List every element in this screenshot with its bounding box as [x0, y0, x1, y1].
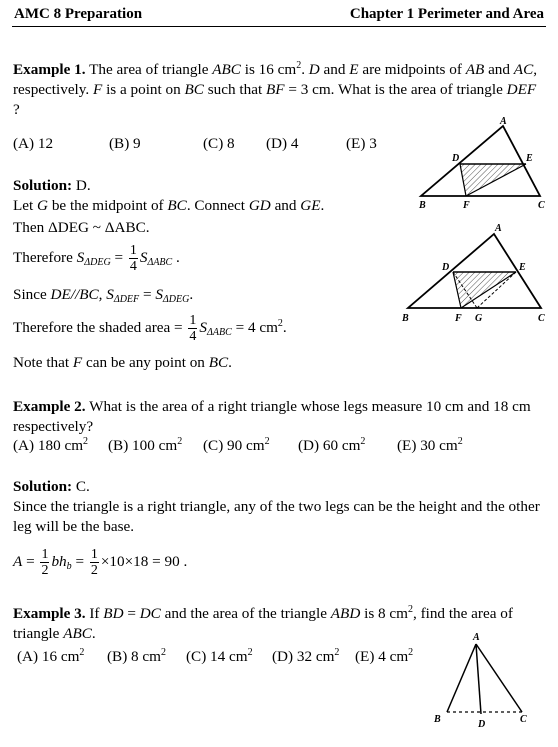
fig1-label-d: D: [452, 153, 460, 164]
fig3-segment-ac: [476, 644, 522, 712]
e1-l5b: = 4 cm: [235, 318, 278, 336]
e3-choice-b-text: (B) 8 cm: [107, 648, 161, 665]
e2-choice-c-text: (C) 90 cm: [203, 437, 265, 454]
e2-f-den2: 2: [90, 563, 98, 578]
fig1-label-a: A: [500, 116, 507, 127]
e1-l1c: . Connect: [186, 197, 246, 214]
e1-choice-b: (B) 9: [109, 135, 141, 152]
e2-choice-c-sup: 2: [264, 436, 270, 447]
e3-abd: ABD: [330, 605, 361, 622]
e1-l1ge: GE: [300, 197, 321, 214]
e1-l3a: Therefore: [13, 248, 73, 266]
e1-l3s2: S: [139, 248, 148, 266]
fig3-label-d: D: [478, 719, 486, 730]
e1-q2: is 16 cm: [244, 61, 297, 78]
e1-l6a: Note that: [13, 354, 70, 371]
e3-q4: is 8 cm: [364, 605, 408, 622]
e1-l3sub2: ΔABC: [147, 256, 173, 268]
e3-dc: DC: [139, 605, 161, 622]
example3-question: [13, 604, 545, 644]
e3-choice-a: [17, 648, 84, 666]
e1-l5-fraction: [188, 313, 197, 344]
e1-q9: = 3 cm. What is the area of triangle: [288, 81, 503, 98]
e1-l4sub1: ΔDEF: [113, 294, 140, 305]
e1-l5end: .: [282, 318, 287, 336]
e3-choice-d: [272, 648, 339, 666]
e1-l4b: DE//BC,: [50, 286, 103, 303]
e2-choice-d-text: (D) 60 cm: [298, 437, 361, 454]
header-right-title: Chapter 1 Perimeter and Area: [349, 6, 544, 22]
e1-sol-line3: [13, 243, 180, 274]
e1-l3num: 1: [129, 243, 137, 258]
e1-l4s2: S: [155, 286, 163, 303]
e1-l1d: and: [274, 197, 297, 214]
e1-l3sub1: ΔDEG: [84, 256, 111, 268]
e1-l5s: S: [199, 318, 208, 336]
fig2-label-d: D: [442, 262, 450, 273]
e1-l1b: be the midpoint of: [51, 197, 164, 214]
e2-choice-a: [13, 437, 88, 455]
e3-q6: .: [91, 625, 96, 642]
e2-choice-b: [108, 437, 182, 455]
e2-choice-e-text: (E) 30 cm: [397, 437, 458, 454]
e1-l6f: F: [72, 354, 83, 371]
e2-sol-answer: C.: [75, 478, 90, 495]
fig3-segment-ab: [447, 644, 476, 712]
example2-question-text: What is the area of a right triangle whose legs measure 10 cm and 18 cm respectively?: [13, 398, 531, 435]
e2-f-num2: 1: [90, 547, 98, 562]
e3-q5: , find the area of triangle: [13, 605, 513, 642]
e1-choice-d: (D) 4: [266, 135, 299, 152]
e1-l1e: .: [320, 197, 325, 214]
e2-choice-e: [397, 437, 463, 455]
e1-l6bc: BC: [208, 354, 229, 371]
e3-choice-c: [186, 648, 253, 666]
e2-f-num1: 1: [41, 547, 49, 562]
e1-l1a: Let: [13, 197, 34, 214]
e3-choice-b-sup: 2: [161, 647, 166, 658]
e2-formula: [13, 547, 187, 578]
e1-ac: AC: [513, 61, 534, 78]
e2-choice-e-sup: 2: [457, 436, 463, 447]
e1-q8: such that: [207, 81, 263, 98]
e1-l3end: .: [176, 248, 180, 266]
e1-q3: .: [301, 61, 305, 78]
e1-and: and: [323, 61, 346, 78]
fig2-label-a: A: [495, 223, 502, 234]
e2-f-sub: b: [66, 560, 72, 572]
fig2-shaded-triangle: [453, 272, 516, 308]
e1-bc: BC: [184, 81, 204, 98]
e1-l3-fraction: [129, 243, 138, 274]
header-left-title: AMC 8 Preparation: [14, 6, 143, 22]
e1-sol-line4: [13, 285, 193, 305]
e1-l3s: S: [76, 248, 85, 266]
e1-d: D: [308, 61, 320, 78]
fig2-label-e: E: [519, 262, 526, 273]
e3-choice-d-text: (D) 32 cm: [272, 648, 335, 665]
e1-f: F: [92, 81, 103, 98]
e2-choice-a-sup: 2: [83, 436, 89, 447]
e3-choice-c-sup: 2: [247, 647, 253, 658]
e1-sol-line2: Then ΔDEG ~ ΔABC.: [13, 219, 150, 236]
e1-def: DEF: [506, 81, 537, 98]
e1-l5sub: ΔABC: [207, 326, 232, 338]
e3-choice-d-sup: 2: [334, 647, 340, 658]
e1-abc: ABC: [212, 61, 241, 78]
e2-f-den1: 2: [41, 563, 49, 578]
e2-f-eq1: =: [26, 552, 35, 570]
e2-f-frac1: [40, 547, 49, 578]
e1-choice-c: (C) 8: [203, 135, 235, 152]
e3-sup: 2: [407, 604, 413, 615]
e1-q4: are midpoints of: [362, 61, 462, 78]
e1-l4eq: =: [142, 286, 152, 303]
e1-l4a: Since: [13, 286, 47, 303]
e3-q1: If: [89, 605, 100, 622]
e1-q1: The area of triangle: [89, 61, 209, 78]
e1-l5den: 4: [189, 329, 197, 344]
e2-explanation: Since the triangle is a right triangle, any of the two legs can be the height and the other leg will be the base.: [13, 498, 540, 535]
e1-e: E: [349, 61, 359, 78]
e1-q10: ?: [13, 101, 20, 118]
e1-l1gd: GD: [248, 197, 271, 214]
e1-l1bc: BC: [167, 197, 187, 214]
e2-f-frac2: [90, 547, 99, 578]
e2-choice-d-sup: 2: [360, 436, 366, 447]
e3-bd: BD: [103, 605, 124, 622]
fig3-label-b: B: [434, 714, 441, 725]
e1-q7: is a point on: [106, 81, 181, 98]
e1-l5num: 1: [189, 313, 197, 328]
e1-sup: 2: [296, 60, 302, 71]
e1-sol-line5: [13, 313, 287, 344]
e1-choice-e: (E) 3: [346, 135, 377, 152]
example3-label: Example 3.: [13, 605, 86, 622]
e2-choice-c: [203, 437, 270, 455]
fig1-label-b: B: [419, 200, 426, 211]
fig2-label-g: G: [475, 313, 483, 324]
e2-f-a: A: [13, 552, 23, 570]
e1-sol-line6: [13, 353, 232, 373]
e3-choice-e-sup: 2: [408, 647, 414, 658]
fig3-segment-ad: [476, 644, 481, 714]
e3-choice-e: [355, 648, 413, 666]
fig1-label-c: C: [538, 200, 545, 211]
e2-f-rest: ×10×18 = 90 .: [100, 552, 188, 570]
e1-l5a: Therefore the shaded area =: [13, 318, 183, 336]
example2-label: Example 2.: [13, 398, 86, 415]
e1-l3eq: =: [114, 248, 124, 266]
e1-q5: and: [488, 61, 510, 78]
e2-f-eq2: =: [75, 552, 85, 570]
e3-choice-b: [107, 648, 166, 666]
e1-solution-heading: [13, 176, 91, 196]
e3-choice-e-text: (E) 4 cm: [355, 648, 409, 665]
e1-l3den: 4: [129, 259, 137, 274]
fig1-label-e: E: [526, 153, 533, 164]
e1-ab: AB: [465, 61, 485, 78]
example1-label: Example 1.: [13, 61, 86, 78]
e3-choice-c-text: (C) 14 cm: [186, 648, 248, 665]
fig3-label-c: C: [520, 714, 527, 725]
e2-choice-d: [298, 437, 365, 455]
e2-f-bh: bh: [51, 552, 67, 570]
e3-q2: =: [127, 605, 136, 622]
e3-q3: and the area of the triangle: [164, 605, 327, 622]
e3-abc: ABC: [63, 625, 92, 642]
fig3-label-a: A: [473, 632, 480, 643]
e1-sol-answer: D.: [75, 177, 91, 194]
e1-l6c: .: [228, 354, 232, 371]
example2-question: [13, 397, 545, 437]
e1-q6: , respectively.: [13, 61, 538, 98]
e1-sol-line1: [13, 196, 324, 216]
e2-sol-label: Solution:: [13, 478, 73, 495]
fig1-label-f: F: [463, 200, 470, 211]
e2-choice-a-text: (A) 180 cm: [13, 437, 84, 454]
e1-l5sup: 2: [277, 317, 283, 329]
fig2-label-f: F: [455, 313, 462, 324]
e1-l4sub2: ΔDEG: [162, 294, 190, 305]
e1-sol-label: Solution:: [13, 177, 73, 194]
e2-choice-b-sup: 2: [177, 436, 183, 447]
fig2-label-b: B: [402, 313, 409, 324]
e1-l1g: G: [37, 197, 49, 214]
e3-choice-a-sup: 2: [79, 647, 85, 658]
e1-bf: BF: [265, 81, 285, 98]
fig2-label-c: C: [538, 313, 545, 324]
e1-l6b: can be any point on: [85, 354, 205, 371]
e2-choice-b-text: (B) 100 cm: [108, 437, 178, 454]
e1-l4end: .: [189, 286, 194, 303]
e1-l4s1: S: [106, 286, 114, 303]
e1-choice-a: (A) 12: [13, 135, 54, 152]
e2-solution-heading: [13, 477, 90, 497]
e3-choice-a-text: (A) 16 cm: [17, 648, 80, 665]
